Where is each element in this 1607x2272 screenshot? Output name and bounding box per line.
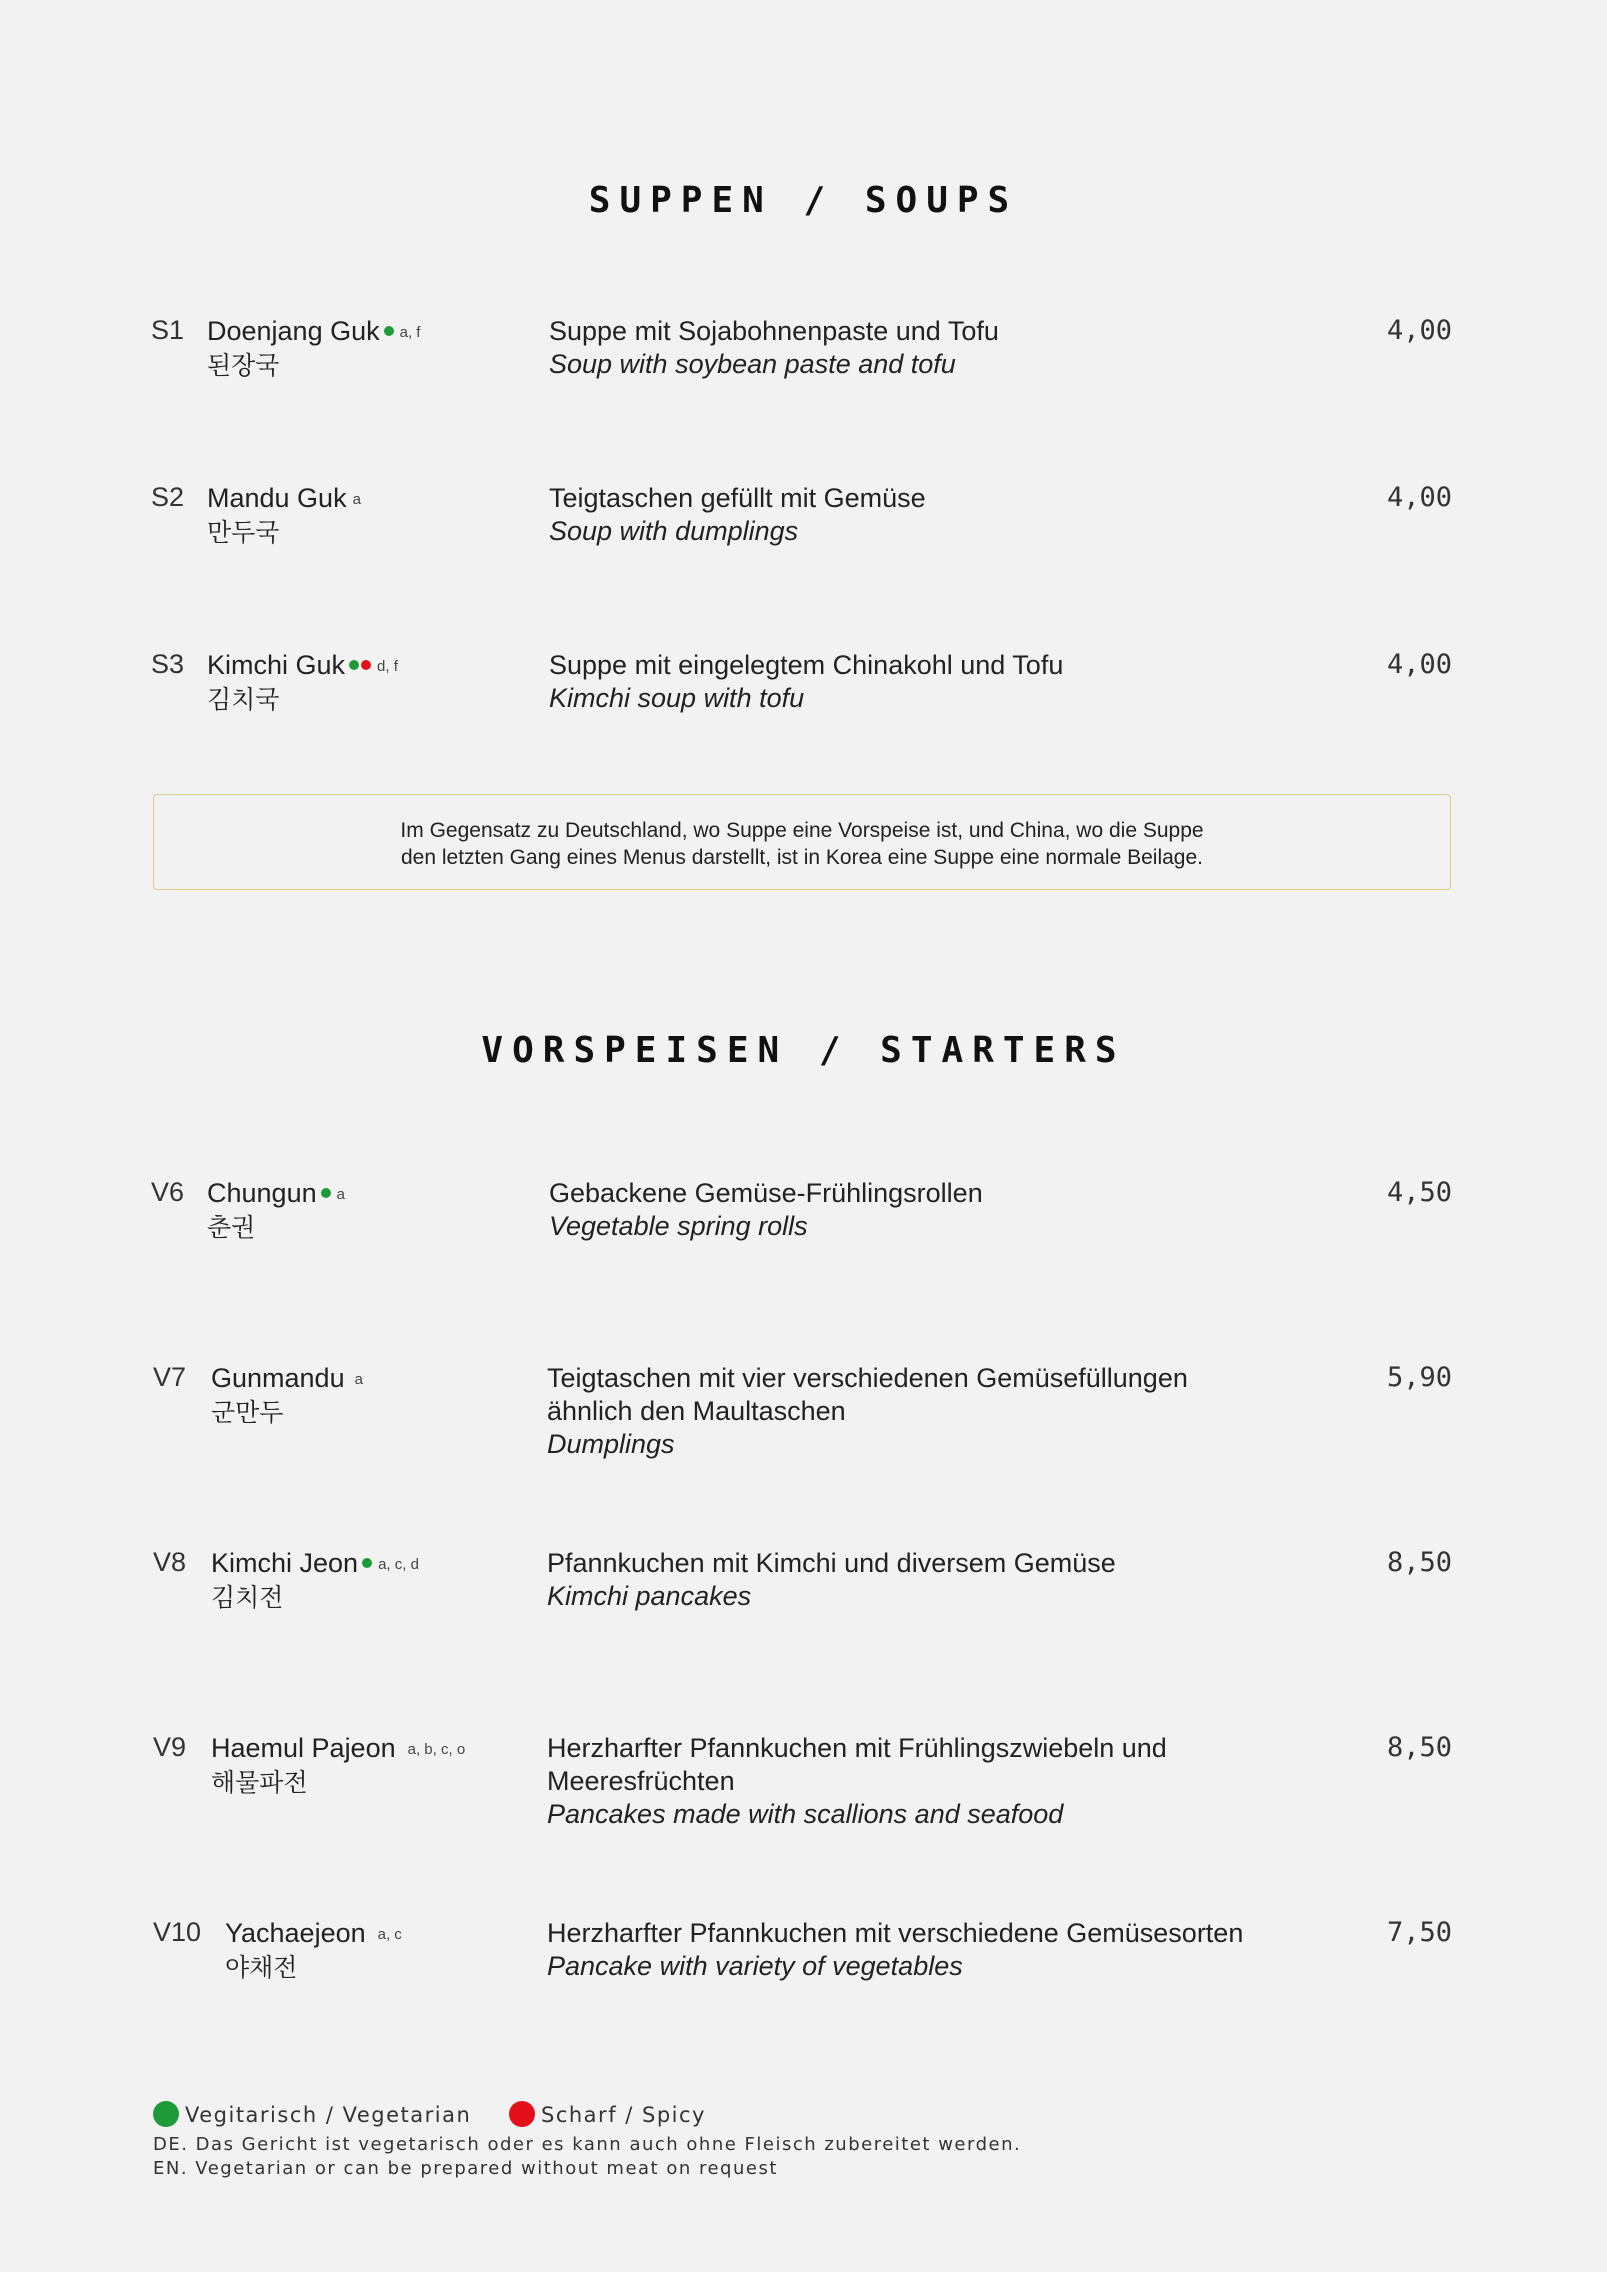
item-names (211, 1547, 419, 1614)
item-description-de-2: ähnlich den Maultaschen (547, 1396, 846, 1426)
item-description-de: Suppe mit eingelegtem Chinakohl und Tofu (549, 650, 1064, 680)
legend-row (153, 2101, 1053, 2133)
item-name-line (207, 315, 420, 349)
menu-item-s2 (0, 482, 1607, 602)
item-code: V7 (153, 1362, 187, 1392)
legend-vegetarian (153, 2101, 471, 2127)
item-code: V6 (151, 1177, 185, 1207)
menu-item-v7 (0, 1362, 1607, 1482)
item-description (547, 1917, 1347, 1983)
item-name: Yachaejeon (225, 1918, 366, 1948)
item-description-en: Kimchi soup with tofu (549, 683, 805, 713)
soup-info-line-1: Im Gegensatz zu Deutschland, wo Suppe eine Vorspeise ist, und China, wo die Suppe (400, 819, 1204, 842)
menu-item-v9 (0, 1732, 1607, 1852)
item-description-de: Herzharfter Pfannkuchen mit verschiedene Gemüsesorten (547, 1918, 1244, 1948)
item-description-de: Gebackene Gemüse-Frühlingsrollen (549, 1178, 983, 1208)
item-name-line (207, 482, 361, 516)
item-description (547, 1362, 1347, 1461)
item-korean-name: 김치전 (211, 1583, 284, 1612)
item-description-de: Pfannkuchen mit Kimchi und diversem Gemüse (547, 1548, 1116, 1578)
item-names (211, 1362, 363, 1429)
item-description-en: Pancake with variety of vegetables (547, 1951, 963, 1981)
item-description (549, 649, 1349, 715)
legend-vegetarian-label: Vegitarisch / Vegetarian (185, 2103, 472, 2127)
item-description-de: Herzharfter Pfannkuchen mit Frühlingszwiebeln und Meeresfrüchten (547, 1733, 1167, 1796)
item-korean-name: 만두국 (207, 518, 280, 547)
item-description (547, 1547, 1347, 1613)
item-description-en: Soup with dumplings (549, 516, 799, 546)
item-code: S2 (151, 482, 185, 512)
item-name: Kimchi Guk (207, 650, 346, 680)
soup-info-box (153, 794, 1451, 890)
item-name: Doenjang Guk (207, 316, 380, 346)
item-korean-name: 야채전 (225, 1953, 298, 1982)
item-description (547, 1732, 1347, 1831)
item-allergens: a, f (399, 324, 421, 341)
menu-item-s3 (0, 649, 1607, 769)
item-korean-name: 춘권 (207, 1213, 256, 1242)
item-price: 5,90 (1386, 1362, 1452, 1393)
item-description-de: Suppe mit Sojabohnenpaste und Tofu (549, 316, 999, 346)
item-names (207, 649, 398, 716)
item-allergens: a, b, c, o (407, 1741, 466, 1758)
legend-spicy (509, 2101, 706, 2127)
item-names (225, 1917, 402, 1984)
legend (153, 2101, 1053, 2181)
item-name: Gunmandu (211, 1363, 345, 1393)
menu-item-v8 (0, 1547, 1607, 1667)
item-price: 7,50 (1386, 1917, 1452, 1948)
item-korean-name: 해물파전 (211, 1768, 308, 1797)
spicy-dot-icon (361, 660, 371, 670)
menu-item-s1 (0, 315, 1607, 435)
item-allergens: d, f (377, 658, 398, 675)
vegetarian-dot-icon (384, 326, 394, 336)
item-name-line (207, 649, 398, 683)
item-name-line (225, 1917, 402, 1951)
item-description-en: Kimchi pancakes (547, 1581, 752, 1611)
vegetarian-dot-icon (362, 1558, 372, 1568)
item-code: V9 (153, 1732, 187, 1762)
legend-spicy-label: Scharf / Spicy (541, 2103, 706, 2127)
item-code: S3 (151, 649, 185, 679)
item-description (549, 482, 1349, 548)
item-allergens: a, c, d (378, 1556, 419, 1573)
item-korean-name: 김치국 (207, 685, 280, 714)
item-names (207, 1177, 345, 1244)
item-description-en: Dumplings (547, 1429, 675, 1459)
vegetarian-dot-icon (153, 2101, 179, 2127)
menu-item-v10 (0, 1917, 1607, 2037)
item-allergens: a (354, 1371, 363, 1388)
item-code: V8 (153, 1547, 187, 1577)
item-name: Haemul Pajeon (211, 1733, 396, 1763)
item-allergens: a (336, 1186, 345, 1203)
item-name-line (211, 1732, 465, 1766)
item-name-line (207, 1177, 345, 1211)
item-name-line (211, 1362, 363, 1396)
item-korean-name: 군만두 (211, 1398, 284, 1427)
item-name-line (211, 1547, 419, 1581)
item-name: Kimchi Jeon (211, 1548, 359, 1578)
item-names (207, 482, 361, 549)
item-price: 8,50 (1386, 1547, 1452, 1578)
item-allergens: a, c (377, 1926, 402, 1943)
item-description (549, 315, 1349, 381)
item-allergens: a (352, 491, 361, 508)
item-description-en: Pancakes made with scallions and seafood (547, 1799, 1064, 1829)
item-name: Mandu Guk (207, 483, 347, 513)
legend-note-en: EN. Vegetarian or can be prepared without meat on request (153, 2158, 778, 2179)
soup-info-line-2: den letzten Gang eines Menus darstellt, ist in Korea eine Suppe eine normale Beilage. (401, 846, 1203, 869)
item-description-de: Teigtaschen mit vier verschiedenen Gemüsefüllungen (547, 1363, 1188, 1393)
item-price: 4,00 (1386, 482, 1452, 513)
item-description-en: Vegetable spring rolls (549, 1211, 808, 1241)
item-price: 4,50 (1386, 1177, 1452, 1208)
item-code: V10 (153, 1917, 202, 1947)
section-title-starters: VORSPEISEN / STARTERS (481, 1030, 1126, 1071)
item-description (549, 1177, 1349, 1243)
item-price: 4,00 (1386, 649, 1452, 680)
spicy-dot-icon (509, 2101, 535, 2127)
item-name: Chungun (207, 1178, 317, 1208)
item-names (207, 315, 420, 382)
item-code: S1 (151, 315, 185, 345)
legend-note-de: DE. Das Gericht ist vegetarisch oder es kann auch ohne Fleisch zubereitet werden. (153, 2134, 1022, 2155)
vegetarian-dot-icon (321, 1188, 331, 1198)
item-korean-name: 된장국 (207, 351, 280, 380)
item-price: 4,00 (1386, 315, 1452, 346)
item-names (211, 1732, 465, 1799)
menu-item-v6 (0, 1177, 1607, 1297)
section-title-soups: SUPPEN / SOUPS (588, 180, 1019, 221)
item-description-de: Teigtaschen gefüllt mit Gemüse (549, 483, 926, 513)
vegetarian-dot-icon (349, 660, 359, 670)
item-description-en: Soup with soybean paste and tofu (549, 349, 956, 379)
item-price: 8,50 (1386, 1732, 1452, 1763)
